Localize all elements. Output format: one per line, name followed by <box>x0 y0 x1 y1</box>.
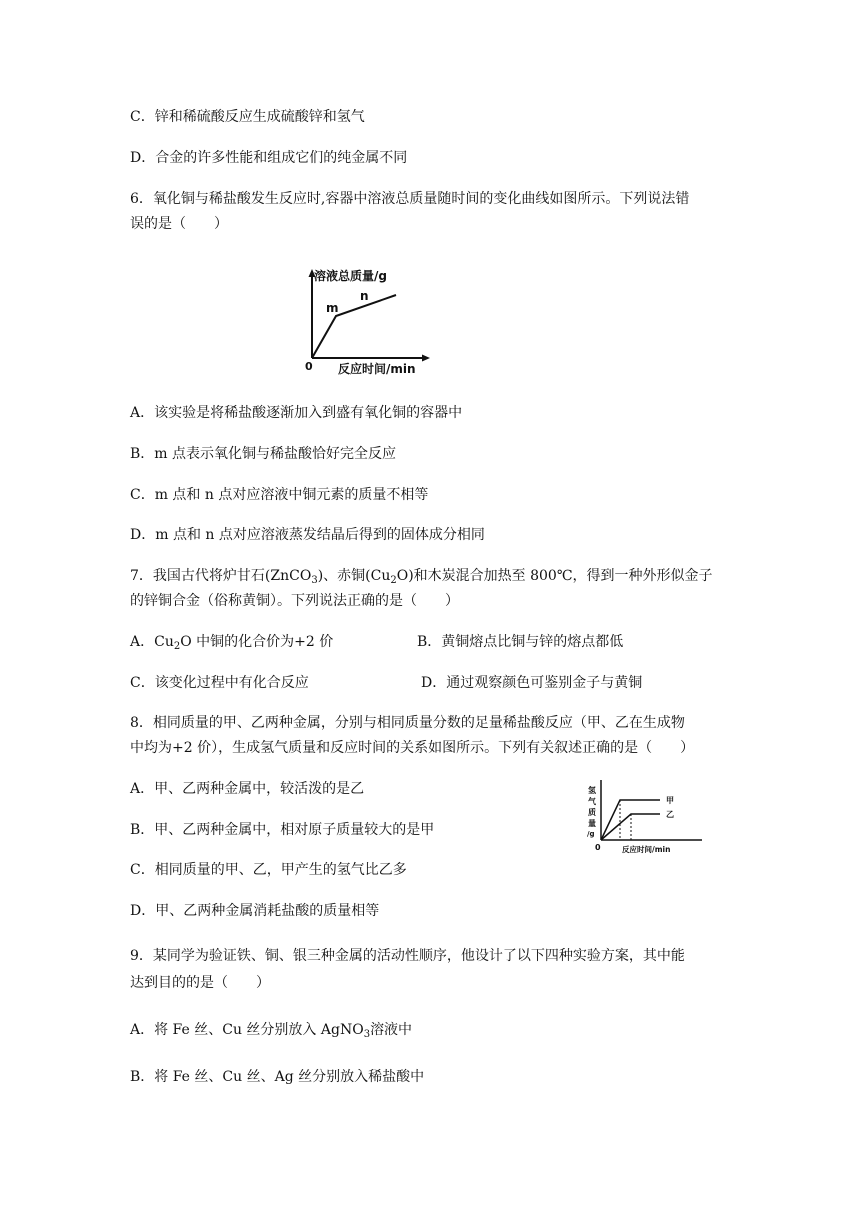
q6-option-a: A．该实验是将稀盐酸逐渐加入到盛有氧化铜的容器中 <box>130 405 463 421</box>
q8-stem-line2: 中均为+2 价），生成氢气质量和反应时间的关系如图所示。下列有关叙述正确的是（ ） <box>130 740 695 756</box>
q6-point-m-label: m <box>326 301 339 315</box>
q9-option-a <box>130 1020 412 1040</box>
q6-point-n-label: n <box>360 289 369 303</box>
q5-option-c: C．锌和稀硫酸反应生成硫酸锌和氢气 <box>130 109 365 125</box>
q6-option-c: C．m 点和 n 点对应溶液中铜元素的质量不相等 <box>130 487 429 503</box>
q9-option-b: B．将 Fe 丝、Cu 丝、Ag 丝分别放入稀盐酸中 <box>130 1069 425 1085</box>
q9-option-a-part2: 溶液中 <box>370 1022 413 1038</box>
q6-option-d: D．m 点和 n 点对应溶液蒸发结晶后得到的固体成分相同 <box>130 527 485 543</box>
q7-sub-2: 2 <box>390 575 397 586</box>
q8-x-axis-label: 反应时间/min <box>622 845 671 854</box>
q8-chart <box>584 776 708 858</box>
q8-option-a: A．甲、乙两种金属中，较活泼的是乙 <box>130 781 365 797</box>
q7-sub-3: 3 <box>311 575 318 586</box>
q6-chart <box>296 266 436 376</box>
q8-option-d: D．甲、乙两种金属消耗盐酸的质量相等 <box>130 903 380 919</box>
q7-option-c: C．该变化过程中有化合反应 <box>130 675 309 691</box>
q7-option-d: D．通过观察颜色可鉴别金子与黄铜 <box>421 675 643 691</box>
q6-x-axis-label: 反应时间/min <box>338 362 416 376</box>
q8-y-label-4: 量 <box>588 819 596 828</box>
q8-origin-label: 0 <box>595 843 601 852</box>
q7-stem-part2: )、赤铜(Cu <box>317 568 391 584</box>
q5-option-d: D．合金的许多性能和组成它们的纯金属不同 <box>130 150 408 166</box>
q6-stem-line1: 6．氧化铜与稀盐酸发生反应时,容器中溶液总质量随时间的变化曲线如图所示。下列说法错 <box>130 191 690 207</box>
q8-y-label-1: 氢 <box>588 786 596 795</box>
q9-option-a-part1: A．将 Fe 丝、Cu 丝分别放入 AgNO <box>130 1022 364 1038</box>
q6-stem-line2: 误的是（ ） <box>130 216 228 232</box>
q9-stem-line2: 达到目的的是（ ） <box>130 975 270 991</box>
q7-option-a-part2: O 中铜的化合价为+2 价 <box>180 634 334 650</box>
q8-option-c: C．相同质量的甲、乙，甲产生的氢气比乙多 <box>130 862 407 878</box>
q8-option-b: B．甲、乙两种金属中，相对原子质量较大的是甲 <box>130 822 435 838</box>
q6-y-axis-label: 溶液总质量/g <box>314 269 387 283</box>
q8-stem-line1: 8．相同质量的甲、乙两种金属，分别与相同质量分数的足量稀盐酸反应（甲、乙在生成物 <box>130 715 685 731</box>
q8-y-label-3: 质 <box>588 808 596 817</box>
q6-option-b: B．m 点表示氧化铜与稀盐酸恰好完全反应 <box>130 446 397 462</box>
q6-origin-label: 0 <box>305 360 313 373</box>
q7-option-a-sub: 2 <box>173 641 181 652</box>
q6-x-arrow <box>422 355 430 362</box>
q7-option-a-part1: A．Cu <box>130 634 174 650</box>
q7-option-b: B．黄铜熔点比铜与锌的熔点都低 <box>417 634 624 650</box>
q8-series-jia-label: 甲 <box>666 796 674 805</box>
q6-mass-curve <box>312 295 396 358</box>
q9-stem-line1: 9．某同学为验证铁、铜、银三种金属的活动性顺序，他设计了以下四种实验方案，其中能 <box>130 948 685 964</box>
q7-stem-line2: 的锌铜合金（俗称黄铜）。下列说法正确的是（ ） <box>130 593 459 609</box>
q7-option-a <box>130 632 333 652</box>
q9-option-a-sub: 3 <box>363 1029 371 1040</box>
q7-stem-part1: 7．我国古代将炉甘石(ZnCO <box>130 568 312 584</box>
q8-y-label-2: 气 <box>588 797 596 806</box>
q7-stem-line1 <box>130 566 713 586</box>
q8-y-label-5: /g <box>587 830 595 838</box>
q7-stem-part3: O)和木炭混合加热至 800℃，得到一种外形似金子 <box>396 568 713 584</box>
q8-series-yi-label: 乙 <box>666 810 674 819</box>
